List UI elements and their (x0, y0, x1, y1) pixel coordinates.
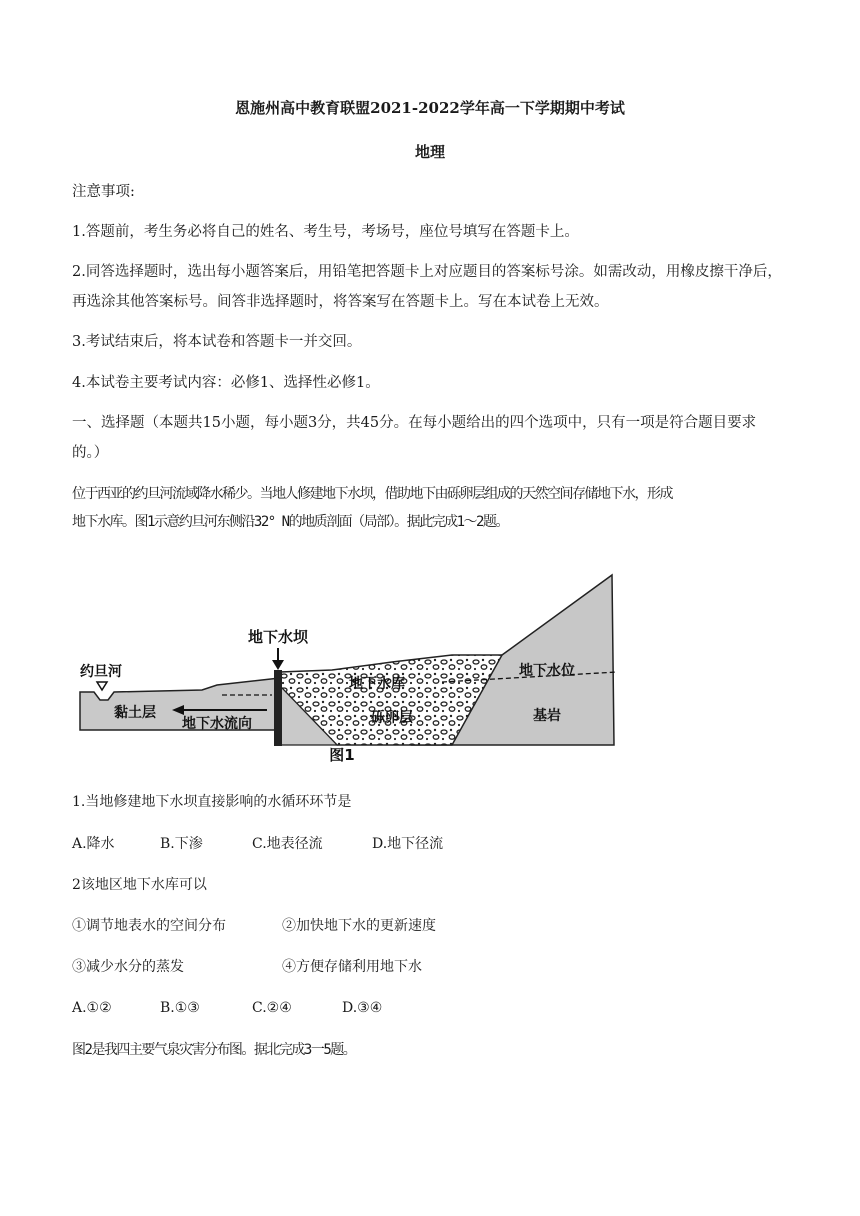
dam-wall (274, 670, 282, 746)
exam-title: 恩施州高中教育联盟2021-2022学年高一下学期期中考试 (235, 99, 625, 117)
dam-arrow-head (272, 660, 284, 670)
q2-statement-3: ③减少水分的蒸发 (72, 959, 184, 975)
figure-caption: 图1 (329, 746, 355, 764)
intro-paragraph: 位于西亚的约旦河流域降水稀少。当地人修建地下水坝，借助地下由砾卵层组成的天然空间存储地下水，形成 (72, 486, 672, 502)
geological-cross-section-figure (72, 560, 772, 770)
section-heading: 一、选择题（本题共15小题，每小题3分，共45分。在每小题给出的四个选项中，只有一项是符合题目要求 (72, 415, 757, 431)
notice-item: 1.答题前，考生务必将自己的姓名、考生号，考场号，座位号填写在答题卡上。 (72, 224, 579, 240)
label-clay: 黏土层 (114, 705, 156, 721)
next-section-intro: 图2是我四主要气泉灾害分布图。据北完成3一5题。 (72, 1042, 356, 1058)
notice-item: 3.考试结束后，将本试卷和答题卡一并交回。 (72, 334, 362, 350)
label-dam: 地下水坝 (247, 628, 309, 646)
question-1-stem: 1.当地修建地下水坝直接影响的水循环环节是 (72, 794, 352, 810)
notice-item: 再选涂其他答案标号。间答非选择题时，将答案写在答题卡上。写在本试卷上无效。 (72, 294, 609, 310)
intro-paragraph-cont: 地下水库。图1示意约旦河东侧沿32° N的地质剖面（局部）。据此完成1～2题。 (72, 514, 508, 530)
q1-option-a: A.降水 (72, 836, 115, 852)
notice-item: 4.本试卷主要考试内容：必修1、选择性必修1。 (72, 375, 380, 391)
label-river: 约旦河 (80, 664, 122, 680)
label-watertable: 地下水位 (519, 663, 575, 679)
label-bedrock: 基岩 (533, 708, 561, 724)
q2-statement-4: ④方便存储利用地下水 (282, 959, 422, 975)
label-reservoir: 地下水库 (349, 676, 405, 692)
notice-heading: 注意事项: (72, 184, 135, 200)
q2-option-b: B.①③ (160, 1000, 200, 1016)
q2-option-c: C.②④ (252, 1000, 292, 1016)
q2-statement-2: ②加快地下水的更新速度 (282, 918, 436, 934)
section-heading-cont: 的。） (72, 445, 109, 461)
subject-title: 地理 (414, 143, 445, 161)
label-gravel: 砾卵层 (371, 710, 413, 726)
q2-statement-1: ①调节地表水的空间分布 (72, 918, 226, 934)
question-2-stem: 2该地区地下水库可以 (72, 877, 207, 893)
q1-option-d: D.地下径流 (372, 836, 444, 852)
q1-option-b: B.下渗 (160, 836, 203, 852)
q2-option-a: A.①② (72, 1000, 112, 1016)
notice-item: 2.同答选择题时，选出每小题答案后，用铅笔把答题卡上对应题目的答案标号涂。如需改动，用橡皮擦干净后， (72, 264, 782, 280)
q2-option-d: D.③④ (342, 1000, 383, 1016)
label-flow: 地下水流向 (182, 716, 252, 732)
q1-option-c: C.地表径流 (252, 836, 323, 852)
river-symbol (97, 682, 107, 690)
